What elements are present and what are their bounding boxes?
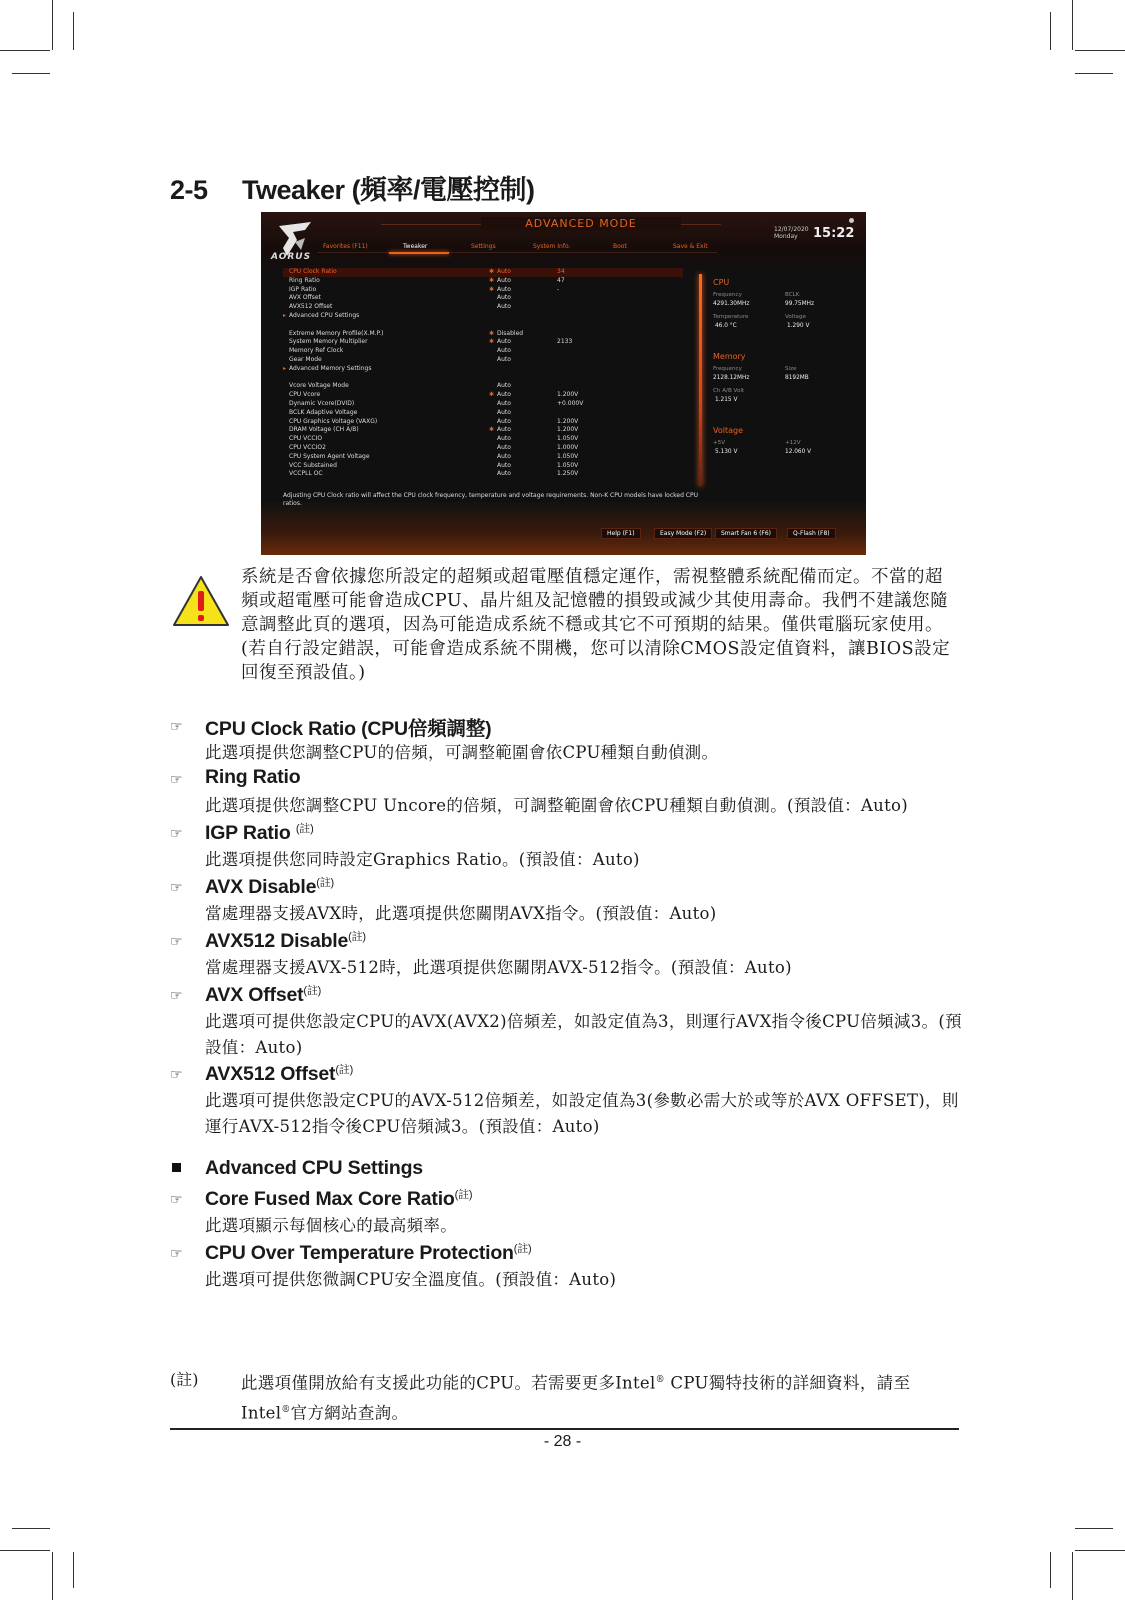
item-heading (205, 874, 334, 899)
side-divider (699, 274, 702, 486)
bios-setting-row[interactable] (283, 444, 683, 453)
item-heading-text: Core Fused Max Core Ratio (205, 1188, 455, 1210)
footnote-part: 官方網站查詢。 (290, 1403, 409, 1422)
item-description: 當處理器支援AVX時，此選項提供您關閉AVX指令。(預設值：Auto) (205, 904, 717, 923)
setting-value[interactable]: Auto (497, 338, 511, 346)
setting-value[interactable]: Auto (497, 294, 511, 302)
item-heading (205, 928, 366, 953)
smart-fan-button[interactable]: Smart Fan 6 (F6) (715, 528, 777, 539)
bclk-value: 99.75MHz (785, 301, 814, 307)
setting-value[interactable]: Auto (497, 461, 511, 469)
bios-time: 15:22 (813, 226, 855, 241)
setting-value[interactable]: Auto (497, 426, 511, 434)
item-heading: CPU Clock Ratio (CPU倍頻調整) (205, 718, 492, 740)
current-value: 1.250V (557, 470, 579, 478)
note-marker: (註) (454, 1189, 473, 1201)
item-description: 此選項可提供您微調CPU安全溫度值。(預設值：Auto) (205, 1270, 617, 1289)
bclk-label: BCLK (785, 292, 800, 298)
pointing-hand-icon: ☞ (170, 718, 183, 734)
setting-name: BCLK Adaptive Voltage (289, 408, 358, 416)
tab-rule (317, 252, 717, 253)
setting-value[interactable]: Auto (497, 303, 511, 311)
note-marker: (註) (316, 877, 334, 889)
p12v-value: 12.060 V (785, 449, 812, 455)
footnote-part: 此選項僅開放給有支援此功能的CPU。若需要更多Intel (241, 1373, 656, 1393)
pointing-hand-icon: ☞ (170, 987, 183, 1003)
submenu-bullet-icon: ▸ (283, 364, 287, 372)
pointing-hand-icon: ☞ (170, 879, 183, 895)
bios-setting-row[interactable] (283, 409, 683, 418)
current-value: 47 (557, 276, 565, 284)
setting-name: Gear Mode (289, 355, 322, 363)
cpu-volt-label: Voltage (785, 314, 806, 320)
bios-setting-row[interactable] (283, 330, 683, 339)
current-value: 1.050V (557, 452, 579, 460)
mem-size-label: Size (785, 366, 797, 372)
item-description: 此選項可提供您設定CPU的AVX(AVX2)倍頻差，如設定值為3，則運行AVX指令後CPU倍頻減3。(預設值：Auto) (205, 1012, 962, 1057)
setting-value[interactable]: Auto (497, 382, 511, 390)
setting-value[interactable]: Auto (497, 347, 511, 355)
setting-name: CPU VCCIO2 (289, 443, 326, 451)
item-heading-text: AVX Offset (205, 984, 304, 1006)
current-value: 1.200V (557, 417, 579, 425)
modified-star-icon: ✱ (489, 391, 495, 399)
bios-setting-row[interactable] (283, 356, 683, 365)
row-spacer (283, 321, 683, 330)
cpu-freq-value: 4291.30MHz (713, 301, 750, 307)
modified-star-icon: ✱ (489, 276, 495, 284)
submenu-bullet-icon: ▸ (283, 311, 287, 319)
item-heading: Ring Ratio (205, 766, 301, 788)
bios-settings-list (283, 268, 683, 479)
setting-value[interactable]: Auto (497, 417, 511, 425)
active-tab-underline (389, 252, 449, 254)
cpu-heading: CPU (713, 278, 730, 287)
current-value: 1.200V (557, 391, 579, 399)
modified-star-icon: ✱ (489, 426, 495, 434)
item-heading-text: AVX512 Offset (205, 1063, 336, 1085)
crop-mark (1075, 1550, 1125, 1551)
tab-boot[interactable]: Boot (613, 243, 627, 250)
p5v-value: 5.130 V (715, 449, 738, 455)
section-title (170, 168, 535, 207)
tab-settings[interactable]: Settings (471, 243, 496, 250)
crop-mark (52, 1552, 53, 1600)
note-marker: (註) (303, 985, 322, 997)
modified-star-icon: ✱ (489, 268, 495, 275)
chab-volt-label: Ch A/B Volt (713, 388, 745, 394)
bios-help-text: Adjusting CPU Clock ratio will affect the CPU clock frequency, temperature and voltage requirements. Non-K CPU models have locked CPU ratios. (283, 492, 698, 507)
pointing-hand-icon: ☞ (170, 825, 183, 841)
setting-name: CPU Clock Ratio (289, 268, 337, 275)
registered-mark: ® (655, 1375, 665, 1385)
pointing-hand-icon: ☞ (170, 1191, 183, 1207)
setting-value[interactable]: Disabled (497, 329, 524, 337)
bios-setting-row[interactable] (283, 426, 683, 435)
current-value: +0.000V (557, 399, 584, 407)
setting-name: CPU Graphics Voltage (VAXG) (289, 417, 378, 425)
setting-value[interactable]: Auto (497, 399, 511, 407)
bios-setting-row[interactable] (283, 453, 683, 462)
bios-setting-row[interactable] (283, 418, 683, 427)
setting-name: VCC Substained (289, 461, 337, 469)
tab-save-exit[interactable]: Save & Exit (673, 243, 708, 250)
p12v-label: +12V (785, 440, 801, 446)
bios-setting-row[interactable] (283, 268, 683, 277)
crop-mark (1072, 1552, 1073, 1600)
setting-value[interactable]: Auto (497, 391, 511, 399)
footnote-label: (註) (170, 1370, 199, 1389)
crop-mark (73, 1552, 74, 1588)
item-heading (205, 982, 321, 1007)
current-value: - (557, 285, 560, 293)
voltage-heading: Voltage (713, 426, 744, 435)
tab-system-info[interactable]: System Info. (533, 243, 571, 250)
crop-mark (1050, 12, 1051, 50)
bios-setting-row[interactable] (283, 286, 683, 295)
pointing-hand-icon: ☞ (170, 1066, 183, 1082)
item-heading-text: CPU Over Temperature Protection (205, 1242, 514, 1264)
setting-value[interactable]: Auto (497, 408, 511, 416)
setting-name: Memory Ref Clock (289, 347, 344, 355)
mem-size-value: 8192MB (785, 375, 809, 381)
crop-mark (12, 73, 50, 74)
item-heading-text: IGP Ratio (205, 822, 291, 844)
item-description: 此選項顯示每個核心的最高頻率。 (205, 1216, 457, 1235)
temp-label: Temperature (713, 314, 749, 320)
setting-name: CPU Vcore (289, 391, 321, 399)
item-heading (205, 1061, 353, 1086)
setting-name: VCCPLL OC (289, 470, 323, 478)
current-value: 1.200V (557, 426, 579, 434)
date-text: 12/07/2020 (774, 226, 809, 233)
note-marker: (註) (513, 1243, 532, 1255)
bios-setting-row[interactable] (283, 435, 683, 444)
bios-setting-row[interactable] (283, 303, 683, 312)
item-heading: Advanced CPU Settings (205, 1157, 423, 1179)
footnote-part: Intel (241, 1403, 282, 1422)
current-value: 1.050V (557, 435, 579, 443)
pointing-hand-icon: ☞ (170, 771, 183, 787)
setting-name: Dynamic Vcore(DVID) (289, 399, 355, 407)
setting-value[interactable]: Auto (497, 452, 511, 460)
registered-mark: ® (281, 1404, 291, 1415)
crop-mark (52, 0, 53, 50)
easy-mode-button[interactable]: Easy Mode (F2) (654, 528, 712, 539)
setting-value[interactable]: Auto (497, 355, 511, 363)
crop-mark (0, 50, 50, 51)
cpu-volt-value: 1.290 V (787, 323, 810, 329)
item-description: 此選項可提供您設定CPU的AVX-512倍頻差，如設定值為3(參數必需大於或等於AVX OFFSET)，則運行AVX-512指令後CPU倍頻減3。(預設值：Auto) (205, 1091, 959, 1136)
bios-date (774, 226, 809, 240)
bios-setting-row[interactable] (283, 347, 683, 356)
section-heading: Tweaker (頻率/電壓控制) (242, 175, 535, 205)
pointing-hand-icon: ☞ (170, 1245, 183, 1261)
warning-text: 系統是否會依據您所設定的超頻或超電壓值穩定運作，需視整體系統配備而定。不當的超頻或超電壓可能會造成CPU、晶片組及記憶體的損毀或減少其使用壽命。我們不建議您隨意調整此頁的選項，因為可能造成系統不穩或其它不可預期的結果。僅供電腦玩家使用。(若自行設定錯誤，可能會造成系統不開機，您可以清除CMOS設定值資料，讓BIOS設定回復至預設值。) (241, 567, 951, 683)
note-marker: (註) (335, 1064, 354, 1076)
setting-name: Advanced Memory Settings (289, 364, 372, 372)
bios-setting-row[interactable] (283, 470, 683, 479)
setting-name: System Memory Multiplier (289, 338, 368, 346)
item-heading (205, 820, 314, 845)
modified-star-icon: ✱ (489, 285, 495, 293)
item-heading (205, 1186, 472, 1211)
current-value: 34 (557, 268, 565, 275)
setting-value[interactable]: Auto (497, 268, 511, 275)
help-f1-button[interactable]: Help (F1) (601, 528, 641, 539)
item-heading-text: AVX512 Disable (205, 930, 349, 952)
bios-logo-text: AORUS (271, 252, 312, 262)
modified-star-icon: ✱ (489, 329, 495, 337)
cpu-freq-label: Frequency (713, 292, 742, 298)
bios-setting-row[interactable] (283, 365, 683, 374)
setting-value[interactable]: Auto (497, 470, 511, 478)
page-number: - 28 - (543, 1433, 582, 1450)
bios-setting-row[interactable] (283, 277, 683, 286)
setting-name: AVX512 Offset (289, 303, 333, 311)
bios-setting-row[interactable] (283, 382, 683, 391)
footer-rule (170, 1428, 959, 1430)
current-value: 1.050V (557, 461, 579, 469)
mem-freq-value: 2128.12MHz (713, 375, 750, 381)
crop-mark (1050, 1552, 1051, 1588)
day-text: Monday (774, 233, 798, 240)
bios-setting-row[interactable] (283, 338, 683, 347)
current-value: 2133 (557, 338, 573, 346)
setting-name: Ring Ratio (289, 276, 320, 284)
setting-name: AVX Offset (289, 294, 321, 302)
note-marker: (註) (348, 931, 366, 943)
bios-setting-row[interactable] (283, 294, 683, 303)
settings-dot-icon[interactable] (849, 218, 854, 223)
warning-icon (172, 575, 230, 627)
item-description: 此選項提供您調整CPU Uncore的倍頻，可調整範圍會依CPU種類自動偵測。(預設值：Auto) (205, 796, 908, 815)
crop-mark (1075, 1528, 1113, 1529)
item-description: 此選項提供您同時設定Graphics Ratio。(預設值：Auto) (205, 850, 640, 869)
memory-heading: Memory (713, 352, 746, 361)
item-heading-text: AVX Disable (205, 876, 317, 898)
section-number: 2-5 (170, 175, 208, 205)
item-description: 當處理器支援AVX-512時，此選項提供您關閉AVX-512指令。(預設值：Auto) (205, 958, 792, 977)
setting-name: CPU VCCIO (289, 435, 323, 443)
note-marker: (註) (295, 823, 314, 835)
bios-setting-row[interactable] (283, 400, 683, 409)
pointing-hand-icon: ☞ (170, 933, 183, 949)
setting-name: DRAM Voltage (CH A/B) (289, 426, 359, 434)
setting-name: Advanced CPU Settings (289, 311, 360, 319)
item-heading (205, 1240, 532, 1265)
temp-value: 46.0 °C (715, 323, 737, 329)
setting-name: Vcore Voltage Mode (289, 382, 349, 390)
p5v-label: +5V (713, 440, 726, 446)
crop-mark (0, 1550, 50, 1551)
setting-value[interactable]: Auto (497, 285, 511, 293)
setting-name: IGP Ratio (289, 285, 317, 293)
bios-screenshot (261, 212, 866, 555)
qflash-button[interactable]: Q-Flash (F8) (787, 528, 836, 539)
crop-mark (1075, 73, 1113, 74)
bios-setting-row[interactable] (283, 391, 683, 400)
chab-volt-value: 1.215 V (715, 397, 738, 403)
square-bullet-icon (172, 1163, 181, 1172)
footnote-text (241, 1367, 959, 1426)
current-value: 1.000V (557, 443, 579, 451)
row-spacer (283, 374, 683, 383)
item-description: 此選項提供您調整CPU的倍頻，可調整範圍會依CPU種類自動偵測。 (205, 743, 719, 762)
crop-mark (73, 12, 74, 50)
tab-tweaker[interactable]: Tweaker (403, 243, 428, 250)
bios-setting-row[interactable] (283, 312, 683, 321)
mem-freq-label: Frequency (713, 366, 742, 372)
crop-mark (1072, 0, 1073, 50)
setting-name: Extreme Memory Profile(X.M.P.) (289, 329, 384, 337)
crop-mark (12, 1528, 50, 1529)
setting-name: CPU System Agent Voltage (289, 452, 370, 460)
footnote-part: CPU獨特技術的詳細資料，請至 (664, 1373, 911, 1393)
setting-value[interactable]: Auto (497, 443, 511, 451)
crop-mark (1075, 50, 1125, 51)
tab-favorites[interactable]: Favorites (F11) (323, 243, 368, 250)
setting-value[interactable]: Auto (497, 435, 511, 443)
bios-setting-row[interactable] (283, 462, 683, 471)
bios-mode-title: ADVANCED MODE (481, 217, 681, 230)
modified-star-icon: ✱ (489, 338, 495, 346)
setting-value[interactable]: Auto (497, 276, 511, 284)
